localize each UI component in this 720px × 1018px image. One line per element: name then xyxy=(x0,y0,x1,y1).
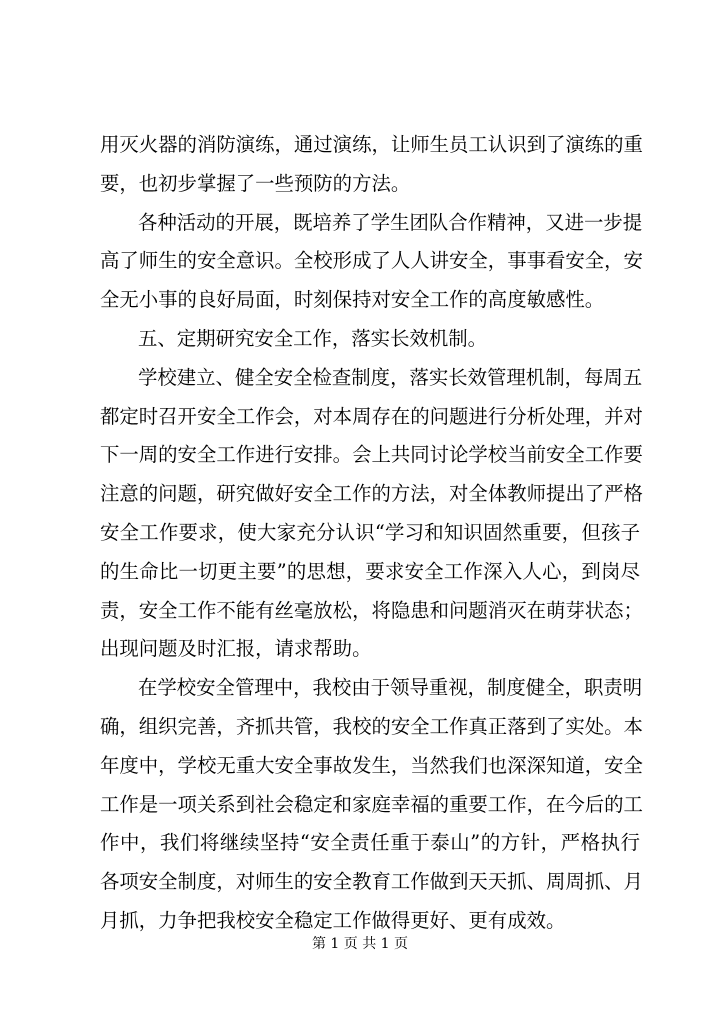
text-line: 出现问题及时汇报，请求帮助。 xyxy=(100,637,372,661)
text-line: 年度中，学校无重大安全事故发生，当然我们也深深知道，安全 xyxy=(100,753,643,777)
text-line: 责，安全工作不能有丝毫放松，将隐患和问题消灭在萌芽状态； xyxy=(100,598,643,622)
text-line: 下一周的安全工作进行安排。会上共同讨论学校当前安全工作要 xyxy=(100,443,643,467)
text-line: 确，组织完善，齐抓共管，我校的安全工作真正落到了实处。本 xyxy=(100,714,643,738)
text-line: 都定时召开安全工作会，对本周存在的问题进行分析处理，并对 xyxy=(100,404,643,428)
text-line: 高了师生的安全意识。全校形成了人人讲安全，事事看安全，安 xyxy=(100,249,643,273)
text-line: 注意的问题，研究做好安全工作的方法，对全体教师提出了严格 xyxy=(100,482,643,506)
text-line: 作中，我们将继续坚持“安全责任重于泰山”的方针，严格执行 xyxy=(100,831,640,855)
text-line: 安全工作要求，使大家充分认识“学习和知识固然重要，但孩子 xyxy=(100,520,640,544)
text-line: 各项安全制度，对师生的安全教育工作做到天天抓、周周抓、月 xyxy=(100,870,643,894)
text-line: 月抓，力争把我校安全稳定工作做得更好、更有成效。 xyxy=(100,908,566,932)
text-line: 各种活动的开展，既培养了学生团队合作精神，又进一步提 xyxy=(138,210,643,234)
page-number-footer: 第 1 页 共 1 页 xyxy=(311,936,409,952)
text-line: 的生命比一切更主要”的思想，要求安全工作深入人心，到岗尽 xyxy=(100,559,640,583)
text-line: 在学校安全管理中，我校由于领导重视，制度健全，职责明 xyxy=(138,676,643,700)
text-line: 要，也初步掌握了一些预防的方法。 xyxy=(100,171,411,195)
section-heading: 五、定期研究安全工作，落实长效机制。 xyxy=(138,326,488,350)
body-text xyxy=(100,126,643,941)
text-line: 用灭火器的消防演练，通过演练，让师生员工认识到了演练的重 xyxy=(100,133,643,156)
text-line: 学校建立、健全安全检查制度，落实长效管理机制，每周五 xyxy=(138,365,643,389)
text-line: 工作是一项关系到社会稳定和家庭幸福的重要工作，在今后的工 xyxy=(100,792,643,816)
text-line: 全无小事的良好局面，时刻保持对安全工作的高度敏感性。 xyxy=(100,288,605,312)
